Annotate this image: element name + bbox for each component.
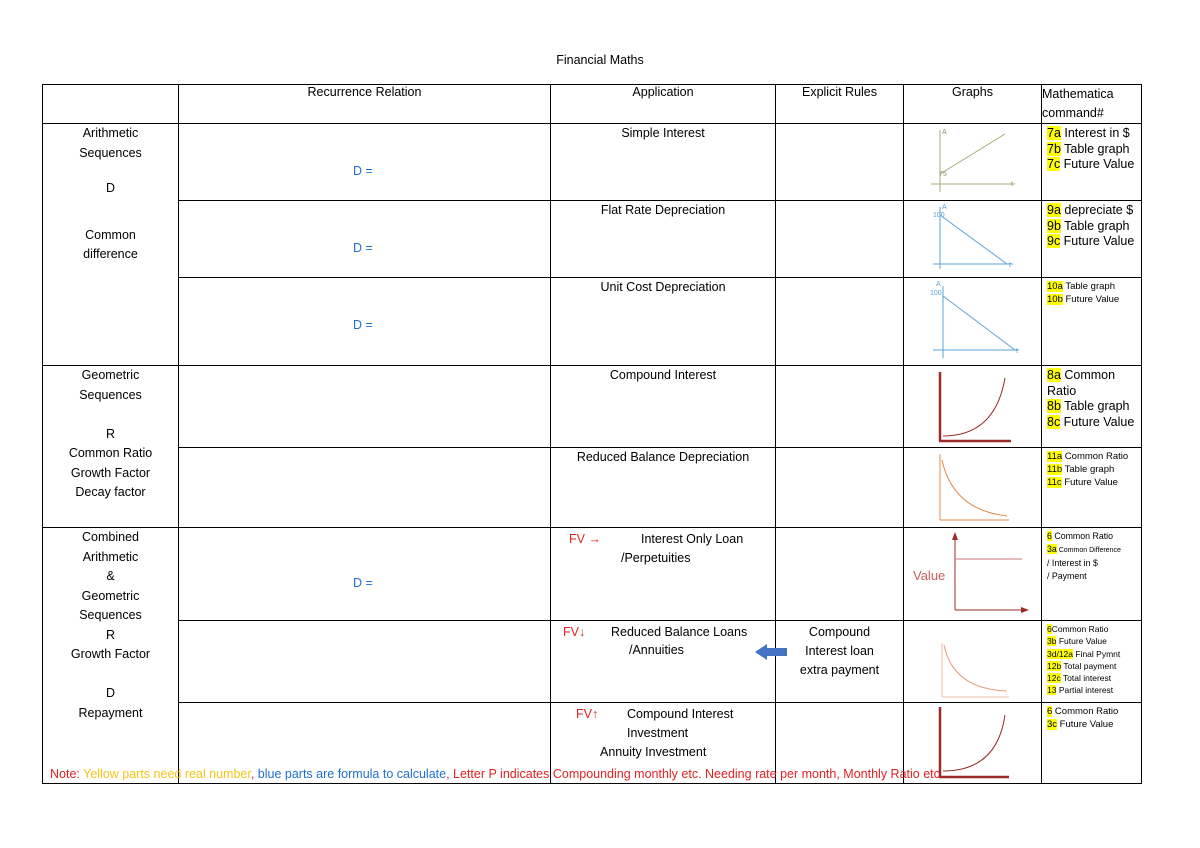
- header-command-line1: Mathematica: [1042, 87, 1114, 101]
- app-interest-only-line1: Interest Only Loan: [641, 532, 744, 546]
- decay-curve: [942, 460, 1007, 516]
- decay-line: [943, 296, 1015, 350]
- cmd-text: Total payment: [1061, 660, 1117, 671]
- recurrence-interest-only: [179, 528, 551, 621]
- cat-line: difference: [83, 247, 138, 261]
- cat-line: &: [106, 569, 115, 583]
- linear-decay-graph: [905, 201, 1041, 274]
- cmd-text: Future Value: [1062, 294, 1120, 305]
- cmd-line: [1047, 635, 1141, 647]
- explicit-compound-interest: [776, 366, 904, 448]
- fv-up-arrow: FV↑: [576, 707, 599, 721]
- cmd-code: 11c: [1047, 477, 1062, 488]
- cmd-interest-only: [1042, 528, 1142, 621]
- note-red: Letter P indicates Compounding monthly etc. Needing rate per month, Monthly Ratio etc.: [453, 767, 944, 781]
- app-simple-interest: Simple Interest: [551, 124, 776, 201]
- cmd-line: / Interest in $: [1047, 558, 1098, 568]
- row-reduced-balance-dep: [43, 448, 1142, 528]
- app-reduced-loans-line2: /Annuities: [629, 643, 684, 657]
- intercept-label: 75: [938, 171, 947, 178]
- cmd-code: 12c: [1047, 673, 1061, 684]
- cat-line: Common Ratio: [68, 446, 153, 460]
- cat-line: [43, 665, 178, 685]
- app-compound-interest: Compound Interest: [551, 366, 776, 448]
- x-axis-arrowhead: [1021, 607, 1029, 613]
- cmd-line: [1047, 463, 1141, 476]
- cmd-code: 10a: [1047, 281, 1063, 292]
- category-arithmetic: [43, 124, 179, 366]
- cmd-code: 6: [1047, 706, 1053, 717]
- cmd-line: [1047, 476, 1141, 489]
- cmd-text: Table graph: [1062, 464, 1115, 475]
- app-flat-rate: Flat Rate Depreciation: [551, 201, 776, 278]
- cmd-code: 8c: [1047, 414, 1061, 429]
- cat-line: Arithmetic: [82, 126, 139, 140]
- cmd-text: Future Value: [1056, 636, 1107, 647]
- cmd-unit-cost: [1042, 278, 1142, 366]
- cmd-text: Common Ratio: [1051, 531, 1114, 541]
- fv-down-arrow: FV↓: [563, 625, 586, 639]
- cmd-line: [1047, 672, 1141, 684]
- app-investment-line2: Investment: [627, 726, 689, 740]
- cat-line: R: [105, 426, 116, 441]
- cmd-code: 7a: [1047, 126, 1061, 140]
- cmd-code: 6: [1047, 531, 1052, 541]
- note-sep: ,: [250, 767, 258, 781]
- y-axis-arrowhead: [952, 532, 958, 540]
- recurrence-simple-interest: [179, 124, 551, 201]
- header-command: [1042, 85, 1142, 124]
- cmd-text: depreciate $: [1060, 203, 1134, 217]
- graph-unit-cost: [904, 278, 1042, 366]
- cmd-line: [1047, 705, 1141, 718]
- cmd-text: Common Difference: [1056, 546, 1121, 554]
- explicit-flat-rate: [776, 201, 904, 278]
- cmd-text: Final Pymnt: [1073, 648, 1121, 659]
- cat-line: [43, 405, 178, 425]
- graph-interest-only: [904, 528, 1042, 621]
- app-reduced-balance-dep: Reduced Balance Depreciation: [551, 448, 776, 528]
- row-reduced-loans: [43, 621, 1142, 703]
- cmd-line: [1047, 660, 1141, 672]
- decay-line: [940, 215, 1007, 264]
- cmd-line: [1047, 203, 1141, 219]
- cmd-text: Future Value: [1060, 414, 1135, 429]
- cmd-text: Common Ratio: [1051, 624, 1109, 634]
- app-reduced-loans-line1: Reduced Balance Loans: [611, 625, 748, 639]
- header-row: [43, 85, 1142, 124]
- header-blank: [43, 85, 179, 124]
- header-graphs: Graphs: [904, 85, 1042, 124]
- axis-t-label: t: [1008, 262, 1011, 269]
- fv-flat-arrow: FV →: [569, 532, 601, 546]
- recurrence-flat-rate: [179, 201, 551, 278]
- cmd-line: [1047, 219, 1141, 235]
- explicit-line2: Interest loan: [805, 644, 874, 658]
- cat-line: Sequences: [79, 387, 142, 402]
- note-blue: blue parts are formula to calculate: [257, 767, 447, 781]
- cmd-line: [1047, 126, 1141, 142]
- cmd-code: 11a: [1047, 451, 1063, 462]
- row-compound-interest: [43, 366, 1142, 448]
- explicit-simple-interest: [776, 124, 904, 201]
- cmd-code: 9b: [1047, 218, 1061, 233]
- cmd-line: [1047, 530, 1141, 543]
- cmd-text: Common Ratio: [1052, 706, 1119, 717]
- growth-line: [940, 134, 1005, 174]
- recurrence-unit-cost: [179, 278, 551, 366]
- cat-line: Combined: [82, 530, 139, 544]
- graph-flat-rate: [904, 201, 1042, 278]
- value-label: Value: [912, 568, 945, 583]
- footnote: [50, 767, 943, 781]
- row-interest-only: [43, 528, 1142, 621]
- cmd-flat-rate: [1042, 201, 1142, 278]
- arrow-shape: [755, 644, 787, 660]
- cmd-code: 7c: [1047, 157, 1061, 171]
- cat-line: Growth Factor: [70, 465, 151, 480]
- formula-d: D =: [353, 164, 373, 178]
- header-explicit: Explicit Rules: [776, 85, 904, 124]
- intercept-label: 100: [929, 290, 942, 297]
- axis-a-label: A: [935, 281, 941, 288]
- cmd-code: 10b: [1047, 294, 1063, 305]
- header-application: Application: [551, 85, 776, 124]
- note-prefix: Note:: [50, 767, 84, 781]
- cmd-line: [1047, 450, 1141, 463]
- recurrence-reduced-loans: [179, 621, 551, 703]
- cmd-code: 13: [1047, 685, 1057, 696]
- cat-line: Arithmetic: [82, 549, 139, 564]
- app-investment-line1: Compound Interest: [627, 707, 734, 721]
- cat-line: Repayment: [78, 705, 143, 720]
- graph-simple-interest: [904, 124, 1042, 201]
- formula-d: D =: [353, 576, 373, 590]
- explicit-extra-payment: [776, 621, 904, 703]
- cmd-line: [1047, 543, 1141, 558]
- cat-line: Sequences: [79, 145, 142, 160]
- cat-line: Decay factor: [75, 485, 146, 499]
- cmd-reduced-balance-dep: [1042, 448, 1142, 528]
- cmd-text: Table graph: [1062, 281, 1115, 292]
- app-interest-only-line2: /Perpetuities: [621, 551, 691, 565]
- cmd-line: [1047, 415, 1141, 431]
- category-combined: [43, 528, 179, 784]
- cmd-line: [1047, 623, 1141, 635]
- cmd-code: 8b: [1047, 399, 1061, 413]
- cat-line: D: [105, 180, 116, 195]
- explicit-line1: Compound: [808, 625, 871, 639]
- cmd-line: [1047, 684, 1141, 696]
- category-geometric: [43, 366, 179, 528]
- linear-decay-graph: [905, 278, 1041, 362]
- decay-curve: [944, 645, 1007, 691]
- app-reduced-loans: [551, 621, 776, 703]
- cat-line: Growth Factor: [70, 647, 151, 661]
- linear-growth-graph: [905, 124, 1041, 197]
- cmd-investment: [1042, 703, 1142, 784]
- cmd-code: 3a: [1047, 543, 1057, 554]
- exponential-decay-graph: [905, 448, 1041, 524]
- cat-line: Geometric: [81, 588, 140, 603]
- cmd-code: 3b: [1047, 636, 1057, 647]
- exponential-growth-graph: [905, 366, 1041, 444]
- cmd-line: [1047, 142, 1141, 158]
- explicit-interest-only: [776, 528, 904, 621]
- note-sep: ,: [446, 767, 454, 781]
- cmd-code: 11b: [1047, 464, 1063, 475]
- cmd-line: [1047, 368, 1141, 399]
- growth-curve: [943, 715, 1005, 771]
- intercept-label: 100: [932, 212, 945, 219]
- cat-line: Geometric: [81, 368, 140, 382]
- cat-line: R: [105, 627, 116, 642]
- page-title: Financial Maths: [556, 53, 644, 67]
- constant-value-graph: [905, 528, 1041, 617]
- cmd-code: 12b: [1047, 660, 1062, 671]
- graph-reduced-loans: [904, 621, 1042, 703]
- cmd-line: [1047, 399, 1141, 415]
- explicit-line3: extra payment: [799, 663, 880, 677]
- formula-d: D =: [353, 318, 373, 332]
- row-flat-rate: [43, 201, 1142, 278]
- header-command-line2: command#: [1042, 106, 1104, 120]
- row-simple-interest: [43, 124, 1142, 201]
- growth-curve: [943, 378, 1005, 436]
- cat-line: D: [105, 686, 116, 700]
- cmd-line: [1047, 718, 1141, 731]
- app-interest-only: [551, 528, 776, 621]
- cmd-text: Table graph: [1060, 218, 1130, 233]
- app-unit-cost: Unit Cost Depreciation: [551, 278, 776, 366]
- header-recurrence: Recurrence Relation: [179, 85, 551, 124]
- left-arrow-icon: [755, 643, 789, 661]
- cmd-compound-interest: [1042, 366, 1142, 448]
- loan-decay-graph: [905, 621, 1041, 699]
- recurrence-compound-interest: [179, 366, 551, 448]
- recurrence-reduced-balance-dep: [179, 448, 551, 528]
- cmd-text: Future Value: [1060, 157, 1135, 171]
- cmd-code: 9a: [1047, 203, 1061, 217]
- graph-compound-interest: [904, 366, 1042, 448]
- row-unit-cost: [43, 278, 1142, 366]
- axis-t-label: t: [1010, 181, 1013, 188]
- cmd-line: [1047, 293, 1141, 306]
- cmd-line: [1047, 648, 1141, 660]
- explicit-reduced-balance-dep: [776, 448, 904, 528]
- cmd-code: 6: [1047, 624, 1052, 634]
- note-yellow: Yellow parts need real number: [83, 767, 251, 781]
- financial-maths-table: [42, 84, 1142, 784]
- cmd-code: 9c: [1047, 234, 1061, 248]
- cmd-text: Table graph: [1060, 399, 1130, 413]
- cmd-text: Interest in $: [1060, 126, 1130, 140]
- cmd-code: 3c: [1047, 719, 1058, 730]
- axis-t-label: t: [1015, 348, 1018, 355]
- cmd-line: [1047, 234, 1141, 250]
- cmd-text: Partial interest: [1056, 685, 1114, 696]
- cmd-code: 8a: [1047, 368, 1061, 382]
- explicit-unit-cost: [776, 278, 904, 366]
- cmd-line: [1047, 157, 1141, 173]
- formula-d: D =: [353, 241, 373, 255]
- cmd-text: Future Value: [1057, 719, 1114, 730]
- cmd-text: Total interest: [1060, 673, 1112, 684]
- cmd-reduced-loans: [1042, 621, 1142, 703]
- cmd-text: Future Value: [1060, 234, 1135, 248]
- app-investment-line3: Annuity Investment: [600, 745, 707, 759]
- cmd-line: [1047, 280, 1141, 293]
- graph-reduced-balance-dep: [904, 448, 1042, 528]
- cat-line: Sequences: [79, 608, 142, 622]
- cmd-text: Future Value: [1061, 477, 1118, 488]
- cmd-code: 7b: [1047, 141, 1061, 156]
- cat-line: [43, 198, 178, 218]
- cat-line: Common: [85, 227, 136, 242]
- cmd-text: Common Ratio: [1062, 451, 1129, 462]
- cmd-line: / Payment: [1047, 570, 1087, 581]
- cmd-code: 3d/12a: [1047, 648, 1073, 659]
- cmd-text: Table graph: [1060, 141, 1130, 156]
- axis-a-label: A: [941, 204, 947, 211]
- cmd-text: Common Ratio: [1047, 368, 1116, 398]
- axis-a-label: A: [941, 129, 947, 136]
- cmd-simple-interest: [1042, 124, 1142, 201]
